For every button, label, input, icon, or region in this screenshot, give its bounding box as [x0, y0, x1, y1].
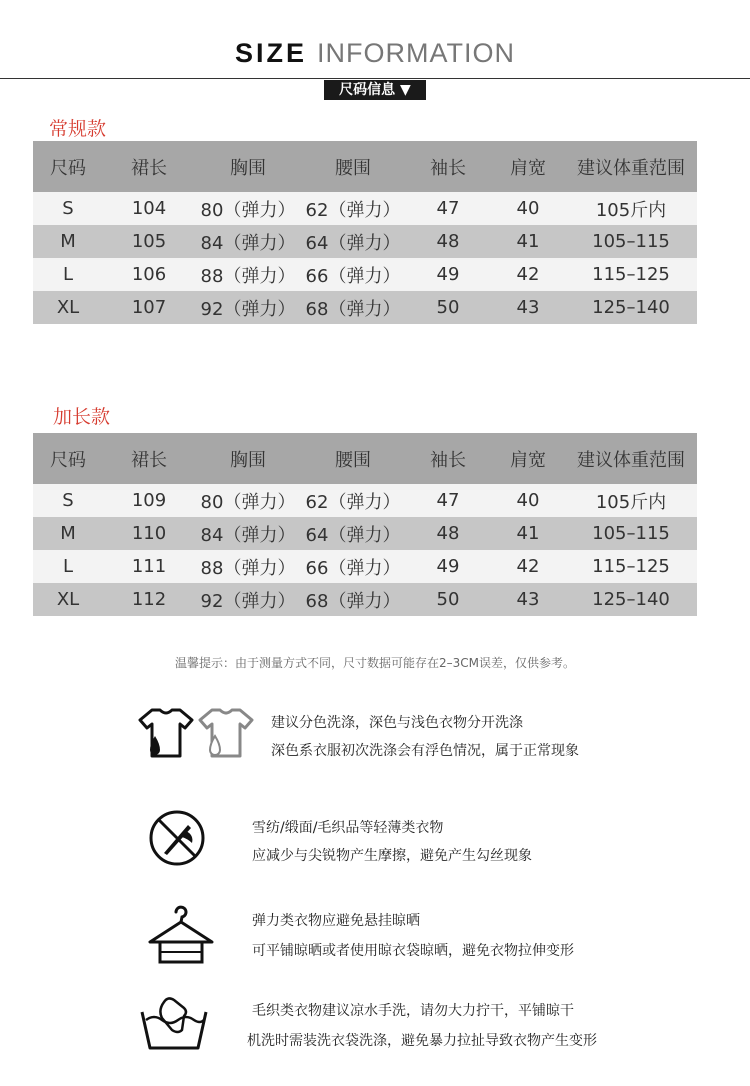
- cell: 125–140: [565, 291, 697, 324]
- page-title: [0, 38, 750, 69]
- table-row: [33, 517, 697, 550]
- cell: 42: [491, 258, 565, 291]
- title-size: SIZE: [235, 38, 308, 68]
- cell: M: [33, 517, 103, 550]
- cell: L: [33, 258, 103, 291]
- col-sleeve: 袖长: [405, 433, 491, 484]
- cell: 64（弹力）: [301, 517, 405, 550]
- care-text-line: 弹力类衣物应避免悬挂晾晒: [252, 913, 420, 929]
- no-sharp-icon: [148, 809, 206, 867]
- cell: 43: [491, 291, 565, 324]
- cell: XL: [33, 291, 103, 324]
- cell: L: [33, 550, 103, 583]
- col-bust: 胸围: [195, 141, 301, 192]
- col-weight: 建议体重范围: [565, 141, 697, 192]
- cell: S: [33, 192, 103, 225]
- care-item-color-wash: [0, 700, 750, 770]
- col-weight: 建议体重范围: [565, 433, 697, 484]
- col-sleeve: 袖长: [405, 141, 491, 192]
- table-row: [33, 258, 697, 291]
- care-text-line: 深色系衣服初次洗涤会有浮色情况，属于正常现象: [271, 743, 579, 759]
- cell: 48: [405, 225, 491, 258]
- care-text-line: 建议分色洗涤，深色与浅色衣物分开洗涤: [271, 715, 523, 731]
- cell: S: [33, 484, 103, 517]
- cell: 68（弹力）: [301, 291, 405, 324]
- care-text-line: 毛织类衣物建议凉水手洗，请勿大力拧干，平铺晾干: [252, 1003, 574, 1019]
- cell: 110: [103, 517, 195, 550]
- cell: 48: [405, 517, 491, 550]
- table-row: [33, 225, 697, 258]
- table-header-row: [33, 433, 697, 484]
- cell: 92（弹力）: [195, 291, 301, 324]
- col-length: 裙长: [103, 433, 195, 484]
- cell: 88（弹力）: [195, 550, 301, 583]
- tshirts-icon: [138, 706, 258, 762]
- care-text-line: 应减少与尖锐物产生摩擦，避免产生勾丝现象: [252, 848, 532, 864]
- cell: 40: [491, 192, 565, 225]
- col-size: 尺码: [33, 141, 103, 192]
- cell: 104: [103, 192, 195, 225]
- cell: 105–115: [565, 225, 697, 258]
- cell: 88（弹力）: [195, 258, 301, 291]
- cell: 47: [405, 484, 491, 517]
- hand-wash-icon: [138, 994, 210, 1052]
- cell: 50: [405, 583, 491, 616]
- cell: 40: [491, 484, 565, 517]
- col-shoulder: 肩宽: [491, 141, 565, 192]
- cell: 115–125: [565, 550, 697, 583]
- table-row: [33, 550, 697, 583]
- cell: 43: [491, 583, 565, 616]
- cell: 41: [491, 225, 565, 258]
- care-item-hanger: [0, 900, 750, 970]
- cell: 107: [103, 291, 195, 324]
- cell: 80（弹力）: [195, 484, 301, 517]
- cell: 106: [103, 258, 195, 291]
- col-size: 尺码: [33, 433, 103, 484]
- cell: 49: [405, 258, 491, 291]
- table-row: [33, 583, 697, 616]
- section-title-long: 加长款: [53, 406, 111, 428]
- cell: 68（弹力）: [301, 583, 405, 616]
- cell: 105斤内: [565, 192, 697, 225]
- header-divider: [0, 78, 750, 79]
- cell: 62（弹力）: [301, 192, 405, 225]
- col-bust: 胸围: [195, 433, 301, 484]
- col-waist: 腰围: [301, 433, 405, 484]
- cell: 105: [103, 225, 195, 258]
- care-item-hand-wash: [0, 990, 750, 1060]
- cell: 92（弹力）: [195, 583, 301, 616]
- table-row: [33, 484, 697, 517]
- cell: 50: [405, 291, 491, 324]
- cell: 105斤内: [565, 484, 697, 517]
- cell: 66（弹力）: [301, 550, 405, 583]
- table-row: [33, 192, 697, 225]
- cell: 62（弹力）: [301, 484, 405, 517]
- cell: 84（弹力）: [195, 517, 301, 550]
- table-header-row: [33, 141, 697, 192]
- measurement-note: 温馨提示：由于测量方式不同，尺寸数据可能存在2–3CM误差，仅供参考。: [174, 656, 575, 670]
- table-row: [33, 291, 697, 324]
- cell: 105–115: [565, 517, 697, 550]
- cell: 47: [405, 192, 491, 225]
- cell: XL: [33, 583, 103, 616]
- col-shoulder: 肩宽: [491, 433, 565, 484]
- cell: M: [33, 225, 103, 258]
- section-title-regular: 常规款: [49, 118, 107, 140]
- title-information: INFORMATION: [317, 38, 515, 68]
- cell: 80（弹力）: [195, 192, 301, 225]
- cell: 112: [103, 583, 195, 616]
- care-text-line: 雪纺/缎面/毛织品等轻薄类衣物: [252, 820, 444, 836]
- size-table-long: [33, 433, 697, 616]
- care-item-no-sharp: [0, 805, 750, 875]
- cell: 64（弹力）: [301, 225, 405, 258]
- cell: 41: [491, 517, 565, 550]
- cell: 115–125: [565, 258, 697, 291]
- cell: 109: [103, 484, 195, 517]
- cell: 111: [103, 550, 195, 583]
- cell: 66（弹力）: [301, 258, 405, 291]
- hanger-icon: [146, 900, 216, 966]
- col-length: 裙长: [103, 141, 195, 192]
- size-table-regular: [33, 141, 697, 324]
- cell: 49: [405, 550, 491, 583]
- size-info-badge: 尺码信息 ▼: [324, 80, 426, 100]
- cell: 42: [491, 550, 565, 583]
- care-text-line: 可平铺晾晒或者使用晾衣袋晾晒，避免衣物拉伸变形: [252, 943, 574, 959]
- cell: 84（弹力）: [195, 225, 301, 258]
- care-text-line: 机洗时需装洗衣袋洗涤，避免暴力拉扯导致衣物产生变形: [247, 1033, 597, 1049]
- col-waist: 腰围: [301, 141, 405, 192]
- cell: 125–140: [565, 583, 697, 616]
